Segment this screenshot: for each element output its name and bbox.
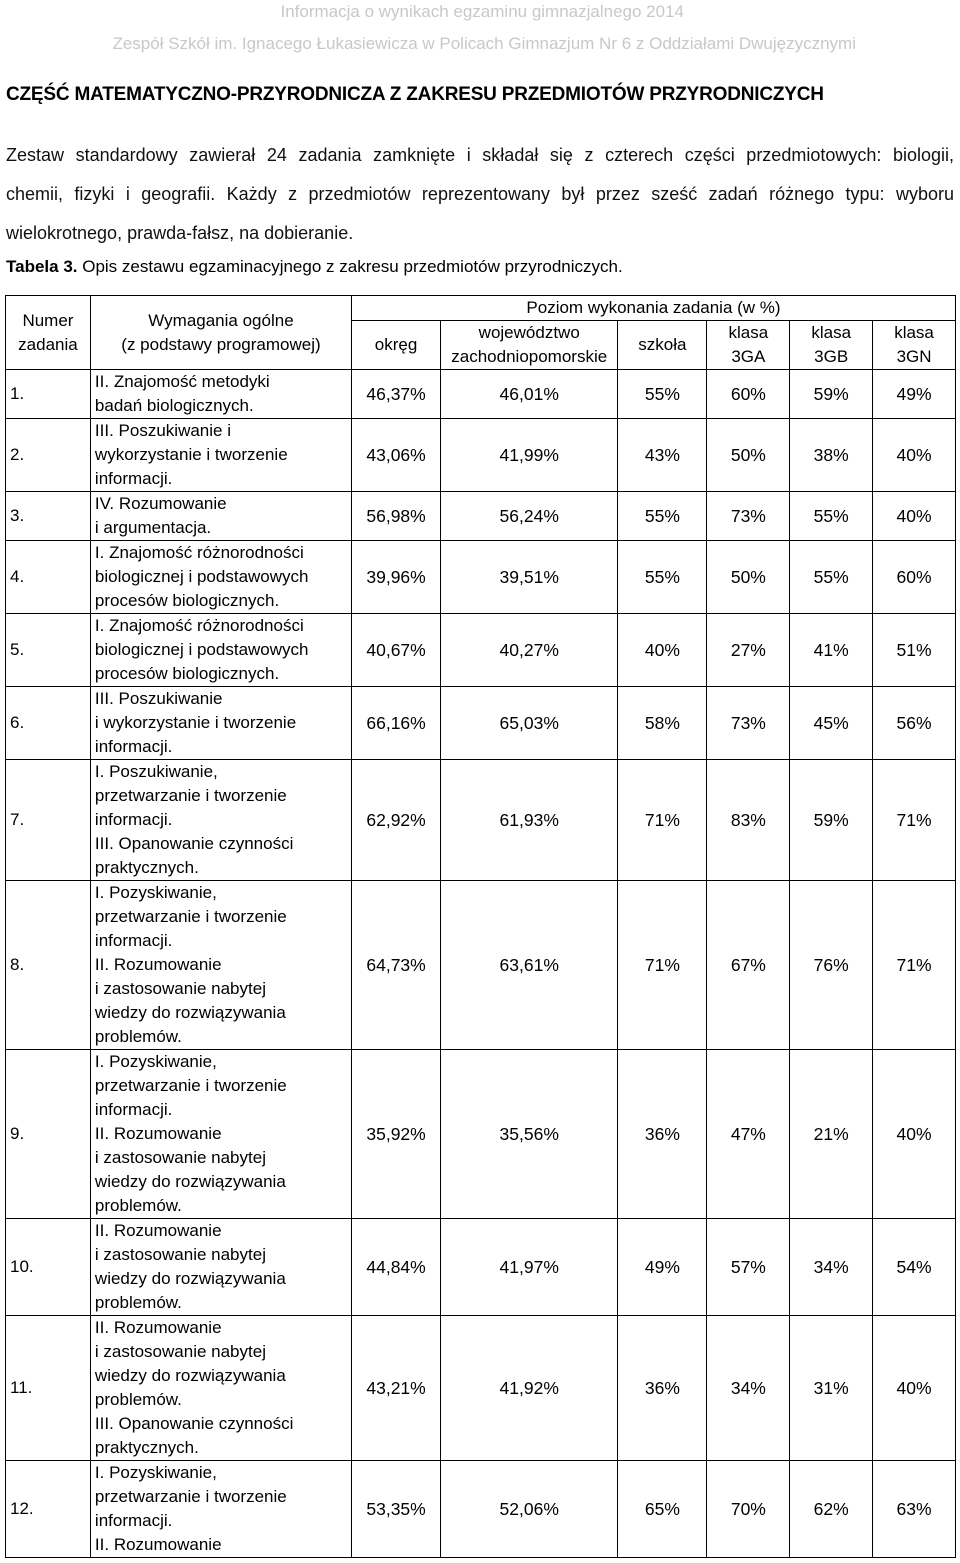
requirement-line: informacji. xyxy=(94,810,173,829)
results-table xyxy=(5,295,956,1558)
value-okreg: 56,98% xyxy=(352,492,441,541)
header-numer-line-2: zadania xyxy=(18,334,78,354)
value-okreg: 39,96% xyxy=(352,541,441,614)
value-woj: 41,97% xyxy=(441,1219,618,1316)
value-k3gb: 38% xyxy=(790,419,873,492)
requirement-line: III. Opanowanie czynności xyxy=(94,1414,294,1433)
requirement-line: informacji. xyxy=(94,1511,173,1530)
requirement-line: i zastosowanie nabytej xyxy=(94,1245,266,1264)
requirement-line: wykorzystanie i tworzenie xyxy=(94,445,288,464)
value-k3gn: 56% xyxy=(873,687,956,760)
table-row xyxy=(6,614,956,687)
value-k3ga: 60% xyxy=(707,370,790,419)
intro-line-2: chemii, fizyki i geografii. Każdy z przedmiotów reprezentowany był przez sześć zadań różnego typu: wyboru xyxy=(6,184,954,204)
value-k3gb: 59% xyxy=(790,370,873,419)
header-woj-line-1: województwo xyxy=(478,323,580,342)
table-row xyxy=(6,541,956,614)
requirement-line: przetwarzanie i tworzenie xyxy=(94,1487,287,1506)
table-body xyxy=(6,370,956,1558)
requirement-line: problemów. xyxy=(94,1293,182,1312)
table-row xyxy=(6,881,956,1050)
value-okreg: 62,92% xyxy=(352,760,441,881)
value-k3ga: 27% xyxy=(707,614,790,687)
requirement-line: informacji. xyxy=(94,931,173,950)
table-caption xyxy=(6,257,623,277)
value-okreg: 44,84% xyxy=(352,1219,441,1316)
header-wojewodztwo xyxy=(441,321,618,370)
requirement-line: I. Pozyskiwanie, xyxy=(94,1052,217,1071)
value-szkola: 36% xyxy=(618,1050,707,1219)
task-number: 7. xyxy=(6,760,91,881)
value-k3gb: 55% xyxy=(790,541,873,614)
table-row xyxy=(6,492,956,541)
value-k3gn: 49% xyxy=(873,370,956,419)
table-row xyxy=(6,687,956,760)
header-klasa-3gb xyxy=(790,321,873,370)
requirement-line: przetwarzanie i tworzenie xyxy=(94,1076,287,1095)
value-woj: 63,61% xyxy=(441,881,618,1050)
requirement-line: i zastosowanie nabytej xyxy=(94,979,266,998)
requirement-line: wiedzy do rozwiązywania xyxy=(94,1366,286,1385)
table-header-row-1 xyxy=(6,296,956,321)
header-numer-line-1: Numer xyxy=(22,310,74,330)
value-k3ga: 50% xyxy=(707,541,790,614)
task-requirements xyxy=(90,881,351,1050)
task-requirements xyxy=(90,760,351,881)
task-requirements xyxy=(90,370,351,419)
header-okreg: okręg xyxy=(352,321,441,370)
header-3gb-line-2: 3GB xyxy=(814,347,849,366)
value-okreg: 43,06% xyxy=(352,419,441,492)
requirement-line: wiedzy do rozwiązywania xyxy=(94,1172,286,1191)
value-woj: 41,92% xyxy=(441,1316,618,1461)
value-k3ga: 73% xyxy=(707,492,790,541)
value-k3gb: 76% xyxy=(790,881,873,1050)
header-poziom: Poziom wykonania zadania (w %) xyxy=(352,296,956,321)
value-k3gn: 71% xyxy=(873,760,956,881)
header-woj-line-2: zachodniopomorskie xyxy=(451,347,608,366)
table-row xyxy=(6,419,956,492)
value-k3ga: 47% xyxy=(707,1050,790,1219)
header-numer xyxy=(6,296,91,370)
value-k3gb: 21% xyxy=(790,1050,873,1219)
task-number: 6. xyxy=(6,687,91,760)
value-szkola: 65% xyxy=(618,1461,707,1558)
value-szkola: 43% xyxy=(618,419,707,492)
value-szkola: 55% xyxy=(618,492,707,541)
value-szkola: 49% xyxy=(618,1219,707,1316)
task-requirements xyxy=(90,1316,351,1461)
requirement-line: biologicznej i podstawowych xyxy=(94,567,309,586)
value-woj: 35,56% xyxy=(441,1050,618,1219)
intro-line-3: wielokrotnego, prawda-fałsz, na dobieranie. xyxy=(6,223,354,243)
task-requirements xyxy=(90,419,351,492)
value-k3gb: 59% xyxy=(790,760,873,881)
value-szkola: 71% xyxy=(618,760,707,881)
value-k3gn: 40% xyxy=(873,492,956,541)
value-okreg: 43,21% xyxy=(352,1316,441,1461)
value-k3ga: 83% xyxy=(707,760,790,881)
value-k3gn: 40% xyxy=(873,1316,956,1461)
table-row xyxy=(6,1219,956,1316)
requirement-line: wiedzy do rozwiązywania xyxy=(94,1269,286,1288)
requirement-line: informacji. xyxy=(94,737,173,756)
task-number: 11. xyxy=(6,1316,91,1461)
task-requirements xyxy=(90,1461,351,1558)
requirement-line: IV. Rozumowanie xyxy=(94,494,227,513)
value-woj: 61,93% xyxy=(441,760,618,881)
value-szkola: 55% xyxy=(618,370,707,419)
value-k3gb: 34% xyxy=(790,1219,873,1316)
header-szkola: szkoła xyxy=(618,321,707,370)
requirement-line: II. Rozumowanie xyxy=(94,1124,222,1143)
requirement-line: II. Rozumowanie xyxy=(94,1318,222,1337)
task-requirements xyxy=(90,614,351,687)
header-3ga-line-2: 3GA xyxy=(731,347,766,366)
value-k3gn: 51% xyxy=(873,614,956,687)
header-klasa-3ga xyxy=(707,321,790,370)
document-header-school: Zespół Szkół im. Ignacego Łukasiewicza w Policach Gimnazjum Nr 6 z Oddziałami Dwujęzycznymi xyxy=(112,34,856,53)
value-k3ga: 57% xyxy=(707,1219,790,1316)
requirement-line: informacji. xyxy=(94,1100,173,1119)
header-3gn-line-2: 3GN xyxy=(896,347,932,366)
value-woj: 56,24% xyxy=(441,492,618,541)
requirement-line: II. Rozumowanie xyxy=(94,1221,222,1240)
value-okreg: 64,73% xyxy=(352,881,441,1050)
requirement-line: wiedzy do rozwiązywania xyxy=(94,1003,286,1022)
value-k3ga: 73% xyxy=(707,687,790,760)
section-title: CZĘŚĆ MATEMATYCZNO-PRZYRODNICZA Z ZAKRESU PRZEDMIOTÓW PRZYRODNICZYCH xyxy=(6,84,824,105)
value-k3ga: 50% xyxy=(707,419,790,492)
value-woj: 65,03% xyxy=(441,687,618,760)
value-okreg: 35,92% xyxy=(352,1050,441,1219)
value-okreg: 53,35% xyxy=(352,1461,441,1558)
value-woj: 39,51% xyxy=(441,541,618,614)
requirement-line: procesów biologicznych. xyxy=(94,591,280,610)
value-szkola: 55% xyxy=(618,541,707,614)
task-number: 1. xyxy=(6,370,91,419)
requirement-line: I. Znajomość różnorodności xyxy=(94,543,304,562)
task-requirements xyxy=(90,492,351,541)
requirement-line: badań biologicznych. xyxy=(94,396,254,415)
table-row xyxy=(6,370,956,419)
header-3ga-line-1: klasa xyxy=(728,323,769,342)
intro-line-1: Zestaw standardowy zawierał 24 zadania zamknięte i składał się z czterech części przedmiotowych: biologii, xyxy=(6,145,954,165)
task-number: 4. xyxy=(6,541,91,614)
requirement-line: problemów. xyxy=(94,1390,182,1409)
requirement-line: II. Rozumowanie xyxy=(94,1535,222,1554)
value-k3gn: 71% xyxy=(873,881,956,1050)
table-row xyxy=(6,760,956,881)
table-caption-text: Opis zestawu egzaminacyjnego z zakresu przedmiotów przyrodniczych. xyxy=(77,257,623,276)
value-szkola: 58% xyxy=(618,687,707,760)
value-k3gn: 60% xyxy=(873,541,956,614)
task-requirements xyxy=(90,541,351,614)
task-number: 5. xyxy=(6,614,91,687)
requirement-line: problemów. xyxy=(94,1027,182,1046)
requirement-line: I. Pozyskiwanie, xyxy=(94,1463,217,1482)
task-number: 12. xyxy=(6,1461,91,1558)
value-k3gn: 54% xyxy=(873,1219,956,1316)
value-k3ga: 70% xyxy=(707,1461,790,1558)
requirement-line: II. Rozumowanie xyxy=(94,955,222,974)
header-wymagania-line-2: (z podstawy programowej) xyxy=(121,334,321,354)
requirement-line: i wykorzystanie i tworzenie xyxy=(94,713,297,732)
requirement-line: III. Poszukiwanie xyxy=(94,689,223,708)
value-k3ga: 34% xyxy=(707,1316,790,1461)
table-row xyxy=(6,1050,956,1219)
value-k3ga: 67% xyxy=(707,881,790,1050)
document-header-title: Informacja o wynikach egzaminu gimnazjalnego 2014 xyxy=(280,2,684,21)
task-number: 10. xyxy=(6,1219,91,1316)
value-okreg: 66,16% xyxy=(352,687,441,760)
header-3gb-line-1: klasa xyxy=(811,323,852,342)
header-wymagania-line-1: Wymagania ogólne xyxy=(148,310,294,330)
value-szkola: 40% xyxy=(618,614,707,687)
value-k3gb: 62% xyxy=(790,1461,873,1558)
requirement-line: I. Znajomość różnorodności xyxy=(94,616,304,635)
value-k3gb: 41% xyxy=(790,614,873,687)
task-requirements xyxy=(90,1219,351,1316)
requirement-line: I. Pozyskiwanie, xyxy=(94,883,217,902)
task-requirements xyxy=(90,687,351,760)
requirement-line: III. Opanowanie czynności xyxy=(94,834,294,853)
value-woj: 40,27% xyxy=(441,614,618,687)
value-k3gn: 40% xyxy=(873,419,956,492)
requirement-line: praktycznych. xyxy=(94,1438,199,1457)
requirement-line: i zastosowanie nabytej xyxy=(94,1342,266,1361)
value-okreg: 40,67% xyxy=(352,614,441,687)
task-number: 2. xyxy=(6,419,91,492)
requirement-line: przetwarzanie i tworzenie xyxy=(94,786,287,805)
requirement-line: przetwarzanie i tworzenie xyxy=(94,907,287,926)
intro-paragraph xyxy=(6,136,954,253)
value-okreg: 46,37% xyxy=(352,370,441,419)
header-klasa-3gn xyxy=(873,321,956,370)
requirement-line: informacji. xyxy=(94,469,173,488)
value-woj: 46,01% xyxy=(441,370,618,419)
value-k3gb: 45% xyxy=(790,687,873,760)
header-3gn-line-1: klasa xyxy=(894,323,934,342)
value-woj: 41,99% xyxy=(441,419,618,492)
value-k3gb: 31% xyxy=(790,1316,873,1461)
requirement-line: problemów. xyxy=(94,1196,182,1215)
table-row xyxy=(6,1461,956,1558)
task-requirements xyxy=(90,1050,351,1219)
requirement-line: procesów biologicznych. xyxy=(94,664,280,683)
value-szkola: 36% xyxy=(618,1316,707,1461)
task-number: 8. xyxy=(6,881,91,1050)
requirement-line: praktycznych. xyxy=(94,858,199,877)
value-woj: 52,06% xyxy=(441,1461,618,1558)
requirement-line: II. Znajomość metodyki xyxy=(94,372,270,391)
table-caption-label: Tabela 3. xyxy=(6,257,78,276)
header-wymagania xyxy=(90,296,351,370)
requirement-line: i argumentacja. xyxy=(94,518,212,537)
requirement-line: III. Poszukiwanie i xyxy=(94,421,231,440)
value-k3gn: 40% xyxy=(873,1050,956,1219)
requirement-line: biologicznej i podstawowych xyxy=(94,640,309,659)
table-row xyxy=(6,1316,956,1461)
requirement-line: I. Poszukiwanie, xyxy=(94,762,218,781)
value-szkola: 71% xyxy=(618,881,707,1050)
task-number: 9. xyxy=(6,1050,91,1219)
task-number: 3. xyxy=(6,492,91,541)
requirement-line: i zastosowanie nabytej xyxy=(94,1148,266,1167)
value-k3gn: 63% xyxy=(873,1461,956,1558)
value-k3gb: 55% xyxy=(790,492,873,541)
